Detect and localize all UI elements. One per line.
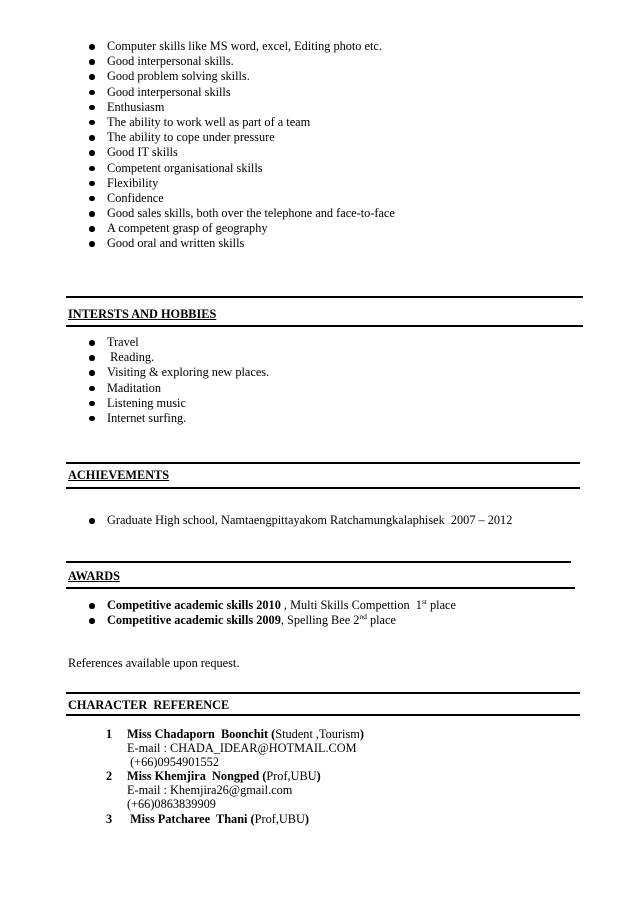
list-item [0,69,395,84]
list-item [0,130,395,145]
bullet-icon [89,211,95,217]
list-item [0,191,395,206]
award-tail: place [366,613,396,628]
reference-name-line [127,812,309,827]
list-item [0,396,269,411]
character-reference-heading: CHARACTER REFERENCE [68,698,230,712]
bullet-icon [89,241,95,247]
list-item [0,161,395,176]
paren-open: ( [259,769,267,783]
list-item [0,598,456,613]
awards-list [0,598,456,628]
bullet-icon [89,105,95,111]
paren-close: ) [359,727,364,741]
reference-name: Miss Chadaporn Boonchit [127,727,269,741]
bullet-icon [89,166,95,172]
bullet-icon [89,90,95,96]
list-item [0,176,395,191]
references-note: References available upon request. [68,656,240,670]
skill-text: A competent grasp of geography [107,221,268,236]
skill-text: Good oral and written skills [107,236,245,251]
interest-text: Maditation [107,380,161,395]
achievements-list [0,513,512,528]
bullet-icon [89,401,95,407]
bullet-icon [89,355,95,361]
interest-text: Listening music [107,395,186,410]
bullet-icon [89,150,95,156]
list-item [0,206,395,221]
list-item [0,85,395,100]
section-divider [66,325,583,327]
interests-heading: INTERSTS AND HOBBIES [68,307,217,321]
award-ordinal: nd [359,612,367,622]
skill-text: Confidence [107,190,164,205]
section-divider [66,561,571,563]
list-item [0,335,269,350]
award-tail: place [426,598,456,612]
paren-close: ) [304,812,309,826]
section-divider [66,587,575,589]
section-divider [66,462,580,464]
bullet-icon [89,603,95,609]
achievements-heading: ACHIEVEMENTS [68,468,170,482]
list-item [0,221,395,236]
skill-text: The ability to cope under pressure [107,130,275,145]
reference-affiliation: Prof,UBU [254,812,305,826]
list-item [0,145,395,160]
section-divider [66,714,580,716]
list-item [0,54,395,69]
reference-name: Miss Khemjira Nongped [127,769,260,783]
reference-number: 1 [106,727,113,741]
section-divider [66,487,580,489]
skill-text: Good problem solving skills. [107,69,250,84]
interest-text: Internet surfing. [107,410,187,425]
award-ordinal: st [421,597,427,606]
section-divider [66,692,580,694]
list-item [0,100,395,115]
bullet-icon [89,181,95,187]
skill-text: The ability to work well as part of a team [107,114,311,129]
bullet-icon [89,74,95,80]
skill-text: Good sales skills, both over the telephone and face-to-face [107,206,395,221]
skill-text: Flexibility [107,175,159,190]
bullet-icon [89,518,95,524]
bullet-icon [89,135,95,141]
list-item [0,236,395,251]
bullet-icon [89,370,95,376]
list-item [0,613,456,628]
bullet-icon [89,196,95,202]
reference-email: E-mail : Khemjira26@gmail.com [127,783,293,797]
reference-affiliation: Student ,Tourism [275,727,360,741]
skill-text: Enthusiasm [107,99,165,114]
skill-text: Good interpersonal skills [107,84,231,99]
achievement-text: Graduate High school, Namtaengpittayakom Ratchamungkalaphisek 2007 – 2012 [107,513,513,527]
interest-text: Visiting & exploring new places. [107,365,270,380]
bullet-icon [89,59,95,65]
skill-text: Computer skills like MS word, excel, Editing photo etc. [107,39,382,53]
paren-close: ) [316,769,321,783]
list-item [0,39,395,54]
section-divider [66,296,583,298]
reference-email: E-mail : CHADA_IDEAR@HOTMAIL.COM [127,741,357,755]
skills-list [0,39,395,252]
bullet-icon [89,386,95,392]
award-title: Competitive academic skills 2009 [107,613,281,628]
paren-open: ( [247,812,255,826]
reference-number: 2 [106,769,113,783]
list-item [0,350,269,365]
bullet-icon [89,340,95,346]
interests-list [0,335,269,426]
bullet-icon [89,120,95,126]
bullet-icon [89,416,95,422]
interest-text: Travel [107,335,139,349]
awards-heading: AWARDS [68,569,120,583]
list-item [0,381,269,396]
reference-name: Miss Patcharee Thani [127,812,248,826]
paren-open: ( [268,727,276,741]
reference-name-line [127,727,364,742]
reference-number: 3 [106,812,113,826]
bullet-icon [89,618,95,624]
reference-name-line [127,769,321,784]
skill-text: Good interpersonal skills. [107,54,234,69]
list-item [0,513,512,528]
award-detail: , Spelling Bee 2 [280,613,360,628]
interest-text: Reading. [107,350,155,365]
list-item [0,115,395,130]
skill-text: Good IT skills [107,145,178,160]
skill-text: Competent organisational skills [107,160,263,175]
bullet-icon [89,44,95,50]
award-title: Competitive academic skills 2010 [107,598,281,612]
reference-phone: (+66)0863839909 [127,797,216,811]
list-item [0,411,269,426]
reference-affiliation: Prof,UBU [266,769,317,783]
bullet-icon [89,226,95,232]
award-detail: , Multi Skills Compettion 1 [280,598,422,612]
reference-phone: (+66)0954901552 [127,755,219,769]
list-item [0,365,269,380]
